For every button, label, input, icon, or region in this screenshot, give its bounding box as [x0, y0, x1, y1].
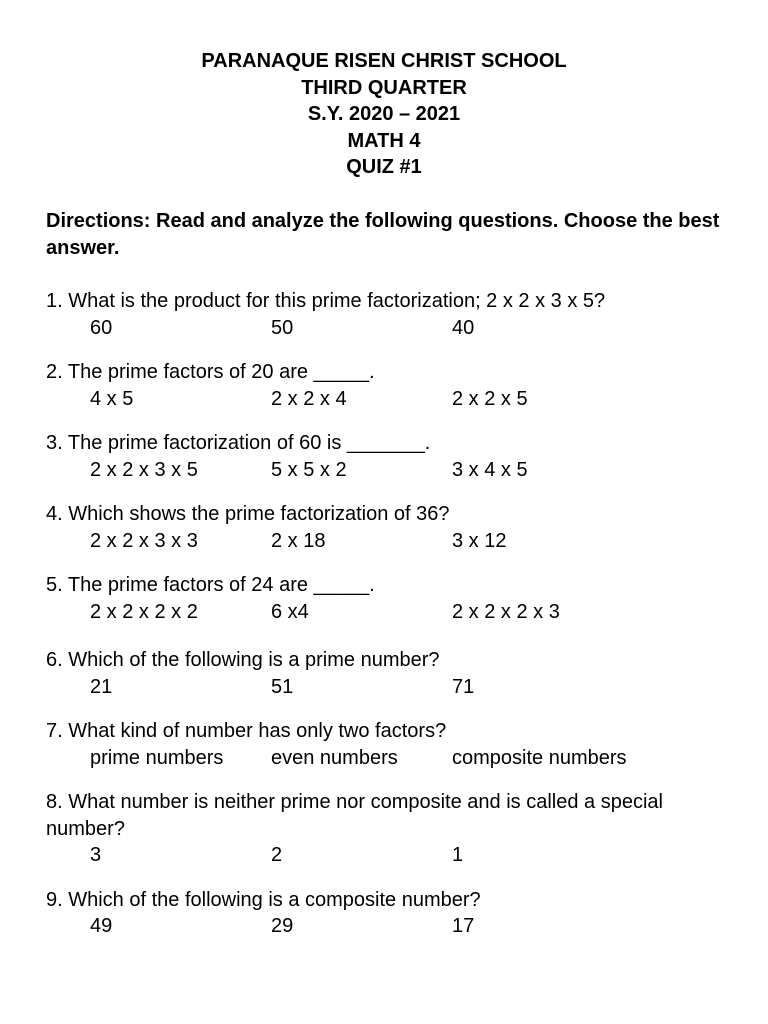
- question-item: [46, 430, 746, 483]
- choice-option: prime numbers: [90, 746, 224, 769]
- choice-row: [46, 386, 746, 413]
- choice-option: 6 x4: [271, 600, 309, 623]
- choice-row: [46, 842, 746, 869]
- choice-option: 3 x 4 x 5: [452, 458, 528, 481]
- question-item: [46, 647, 746, 700]
- choice-option: 21: [90, 675, 113, 698]
- choice-option: 29: [271, 915, 294, 937]
- choice-row: [46, 674, 746, 701]
- choice-option: 2 x 18: [271, 529, 326, 552]
- question-text: 4. Which shows the prime factorization of 36?: [46, 503, 450, 525]
- choice-row: [46, 315, 746, 342]
- choice-option: 2 x 2 x 3 x 5: [90, 458, 198, 481]
- choice-option: 3: [90, 844, 102, 866]
- question-text: 8. What number is neither prime nor composite and is called a special number?: [46, 791, 663, 840]
- school-name: PARANAQUE RISEN CHRIST SCHOOL: [201, 50, 567, 72]
- choice-option: 2 x 2 x 2 x 2: [90, 600, 198, 623]
- question-list: [46, 288, 746, 940]
- question-text: 1. What is the product for this prime factorization; 2 x 2 x 3 x 5?: [46, 290, 606, 312]
- question-item: [46, 718, 746, 771]
- choice-option: 49: [90, 915, 113, 937]
- question-item: [46, 572, 746, 625]
- choice-option: 1: [452, 844, 464, 866]
- choice-option: 3 x 12: [452, 529, 507, 552]
- question-text: 7. What kind of number has only two factors?: [46, 720, 447, 742]
- choice-option: 2: [271, 844, 283, 866]
- question-text: 3. The prime factorization of 60 is _______.: [46, 432, 431, 454]
- choice-option: composite numbers: [452, 746, 627, 769]
- choice-option: 60: [90, 316, 113, 339]
- choice-option: 2 x 2 x 5: [452, 387, 528, 410]
- choice-option: even numbers: [271, 746, 398, 769]
- choice-row: [46, 913, 746, 940]
- choice-row: [46, 528, 746, 555]
- question-item: [46, 887, 746, 940]
- choice-option: 2 x 2 x 3 x 3: [90, 529, 198, 552]
- choice-option: 50: [271, 316, 294, 339]
- directions-text: Directions: Read and analyze the following questions. Choose the best answer.: [46, 210, 720, 259]
- question-item: [46, 288, 746, 341]
- choice-option: 2 x 2 x 4: [271, 387, 347, 410]
- quiz-header: [0, 48, 768, 181]
- choice-row: [46, 599, 746, 626]
- choice-option: 71: [452, 675, 475, 698]
- question-item: [46, 789, 746, 869]
- question-text: 6. Which of the following is a prime number?: [46, 649, 440, 671]
- question-item: [46, 501, 746, 554]
- choice-row: [46, 457, 746, 484]
- question-item: [46, 359, 746, 412]
- choice-option: 51: [271, 675, 294, 698]
- choice-row: [46, 745, 746, 772]
- quarter-label: THIRD QUARTER: [301, 76, 467, 99]
- school-year: S.Y. 2020 – 2021: [307, 103, 461, 125]
- question-text: 2. The prime factors of 20 are _____.: [46, 361, 375, 383]
- subject-title: MATH 4: [347, 129, 421, 152]
- choice-option: 17: [452, 915, 475, 937]
- choice-option: 4 x 5: [90, 387, 134, 410]
- quiz-number: QUIZ #1: [346, 156, 422, 178]
- choice-option: 5 x 5 x 2: [271, 458, 347, 481]
- choice-option: 40: [452, 316, 475, 339]
- question-text: 9. Which of the following is a composite number?: [46, 888, 481, 911]
- choice-option: 2 x 2 x 2 x 3: [452, 600, 560, 623]
- question-text: 5. The prime factors of 24 are _____.: [46, 574, 375, 596]
